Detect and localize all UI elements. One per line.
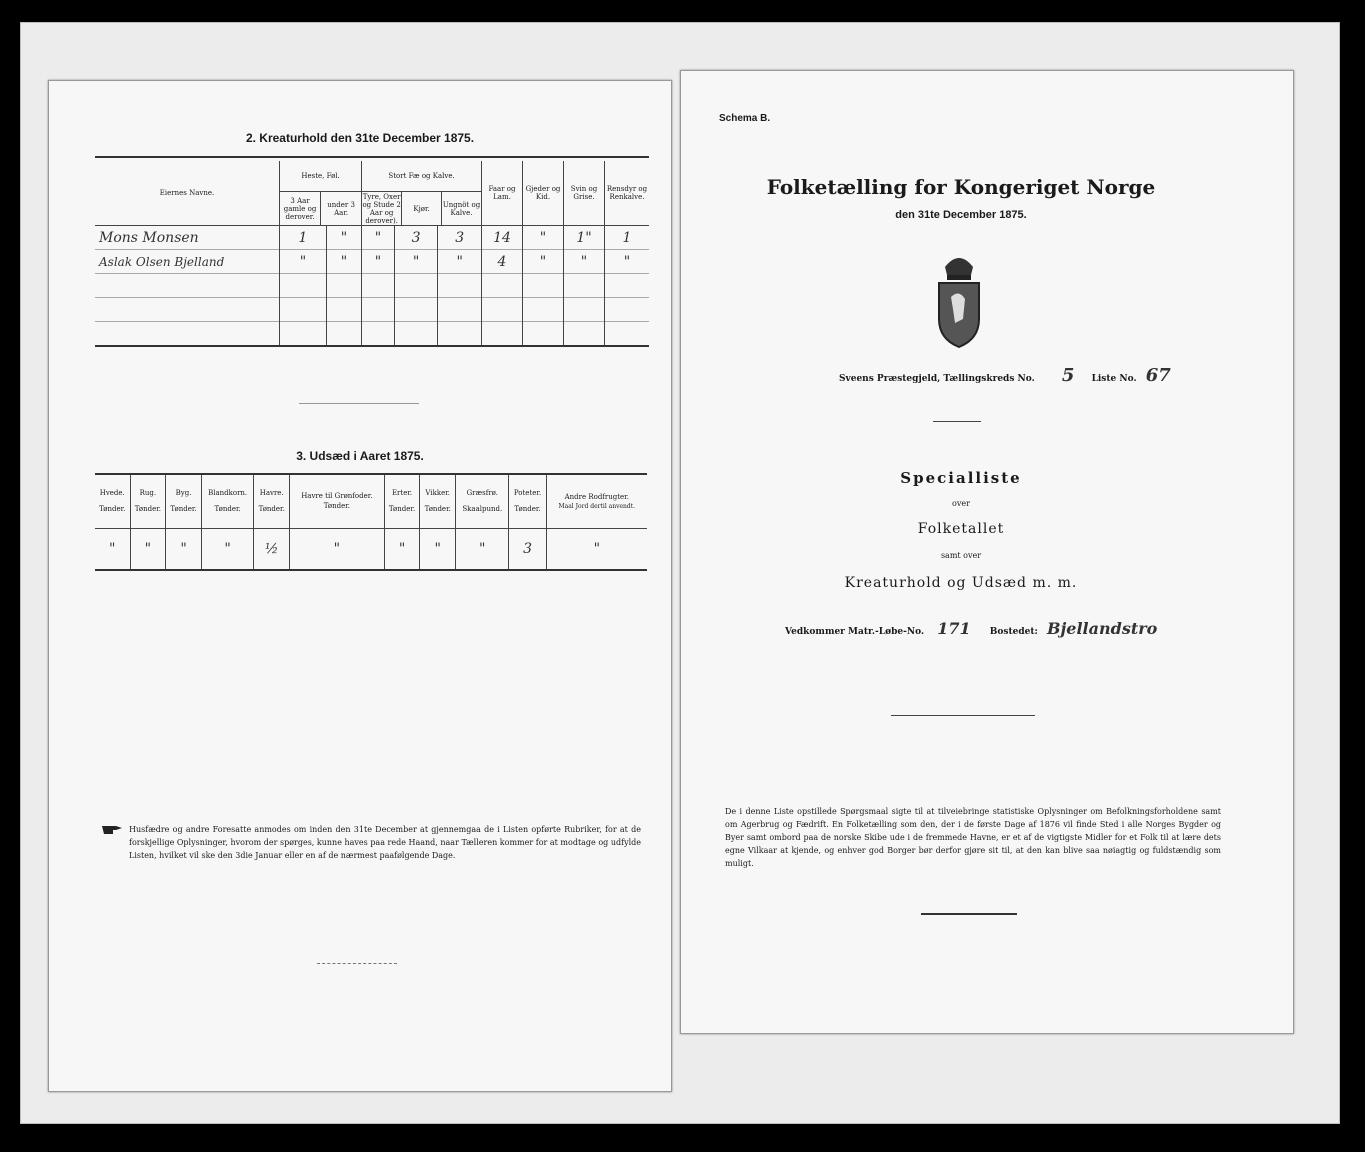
sheep-header: Faar og Lam. <box>482 161 523 226</box>
seed-table <box>95 473 647 571</box>
livestock-top-rule <box>95 156 649 158</box>
seed-header: Havre. Tønder. <box>254 474 290 528</box>
cell: " <box>166 528 202 570</box>
list-number: 67 <box>1145 365 1171 386</box>
document-subtitle: den 31te December 1875. <box>895 209 1027 221</box>
right-page <box>680 70 1294 1034</box>
cell: " <box>201 528 253 570</box>
document-title: Folketælling for Kongeriget Norge <box>766 175 1156 199</box>
coat-of-arms-icon <box>935 249 983 349</box>
separator <box>933 421 981 422</box>
notice-text: Husfædre og andre Foresatte anmodes om inden den 31te December at gjennemgaa de i Listen opførte Rubriker, for at de forskjellige Oplysninger, hvorom der spørges, kunne haves paa rede Haand, naar Tælleren kommer for at modtage og udfylde Listen, hvilket vil ske den 3die Januar eller en af de nærmest paafølgende Dage. <box>129 825 641 860</box>
cell: " <box>593 540 601 557</box>
cell: 1 <box>280 226 327 250</box>
cell: 1 <box>622 229 632 246</box>
cell: 4 <box>482 250 523 274</box>
cell: 1" <box>564 226 605 250</box>
district-label: Sveens Præstegjeld, Tællingskreds No. <box>839 374 1035 384</box>
bottom-rule <box>921 913 1017 915</box>
table-row <box>95 322 649 346</box>
matr-number: 171 <box>937 619 971 638</box>
district-number: 5 <box>1061 365 1075 386</box>
samt-over-text: samt over <box>940 551 982 560</box>
cattle-header: Stort Fæ og Kalve. Tyre, Oxer og Stude 2 Aar og derover). Kjør. Ungnöt og Kalve. <box>362 161 482 226</box>
goats-header: Gjeder og Kid. <box>523 161 564 226</box>
owner-name: Mons Monsen <box>95 226 280 250</box>
cell: 14 <box>482 226 523 250</box>
owner-name: Aslak Olsen Bjelland <box>95 250 280 274</box>
cell: " <box>438 250 482 274</box>
bosted-value: Bjellandstro <box>1046 619 1158 638</box>
matr-line <box>785 619 1265 638</box>
table-row <box>95 528 647 570</box>
bosted-label: Bostedet: <box>989 627 1038 637</box>
cell: 3 <box>509 528 546 570</box>
list-label: Liste No. <box>1091 374 1137 384</box>
matr-label: Vedkommer Matr.-Løbe-No. <box>785 627 925 637</box>
seed-header: Erter. Tønder. <box>384 474 420 528</box>
livestock-table <box>95 161 649 347</box>
seed-header: Græsfrø. Skaalpund. <box>456 474 509 528</box>
cell: " <box>623 253 631 270</box>
specialliste-heading: Specialliste <box>900 469 1022 487</box>
seed-header: Hvede. Tønder. <box>95 474 130 528</box>
pigs-header: Svin og Grise. <box>564 161 605 226</box>
bottom-separator <box>317 963 397 964</box>
kreaturhold-heading: Kreaturhold og Udsæd m. m. <box>844 575 1078 591</box>
seed-header: Poteter. Tønder. <box>509 474 546 528</box>
cell: 3 <box>394 226 438 250</box>
schema-label: Schema B. <box>719 113 771 124</box>
cell: ½ <box>254 528 290 570</box>
cell: " <box>362 250 395 274</box>
cell: " <box>130 528 166 570</box>
reindeer-header: Rensdyr og Renkalve. <box>606 185 648 201</box>
seed-header: Andre Rodfrugter. Maal Jord dertil anvendt. <box>558 492 636 510</box>
cell: " <box>280 250 327 274</box>
intro-paragraph: De i denne Liste opstillede Spørgsmaal sigte til at tilveiebringe statistiske Oplysninger om Befolkningsforholdene samt om Agerbrug og Fædrift. En Folketælling som den, der i de første Dage af 1876 vil finde Sted i alle Norges Bygder og Byer samt ombord paa de norske Skibe ude i de fremmede Havne, er et af de vigtigste Midler for et Folk til at lære dets egne Vilkaar at kjende, og enhver god Borger bør derfor gjøre sit til, at den kan blive saa nøiagtig og fuldstændig som muligt. <box>725 807 1221 868</box>
cell: " <box>362 226 395 250</box>
cell: " <box>290 528 385 570</box>
horses-header: Heste, Føl. 3 Aar gamle og derover. under 3 Aar. <box>280 161 362 226</box>
cell: " <box>95 528 130 570</box>
district-line <box>839 365 1259 386</box>
cell: " <box>394 250 438 274</box>
seed-title: 3. Udsæd i Aaret 1875. <box>296 449 424 463</box>
cell: " <box>456 528 509 570</box>
cell: " <box>523 226 564 250</box>
seed-header: Blandkorn. Tønder. <box>201 474 253 528</box>
cell: " <box>420 528 456 570</box>
table-row <box>95 298 649 322</box>
cell: " <box>326 226 361 250</box>
cell: 3 <box>438 226 482 250</box>
over-text: over <box>952 499 970 508</box>
cell: " <box>523 250 564 274</box>
table-row <box>95 274 649 298</box>
cell: " <box>564 250 605 274</box>
cell: " <box>384 528 420 570</box>
separator <box>891 715 1035 716</box>
owner-header: Eiernes Navne. <box>95 161 280 226</box>
left-page <box>48 80 672 1092</box>
cell: " <box>326 250 361 274</box>
seed-header: Byg. Tønder. <box>166 474 202 528</box>
table-row <box>95 226 649 250</box>
table-row <box>95 250 649 274</box>
pointing-hand-icon <box>101 821 123 835</box>
separator <box>299 403 419 404</box>
livestock-title: 2. Kreaturhold den 31te December 1875. <box>245 131 475 145</box>
folketallet-heading: Folketallet <box>917 521 1005 537</box>
seed-header: Vikker. Tønder. <box>420 474 456 528</box>
seed-header: Rug. Tønder. <box>130 474 166 528</box>
seed-header: Havre til Grønfoder. Tønder. <box>290 474 385 528</box>
